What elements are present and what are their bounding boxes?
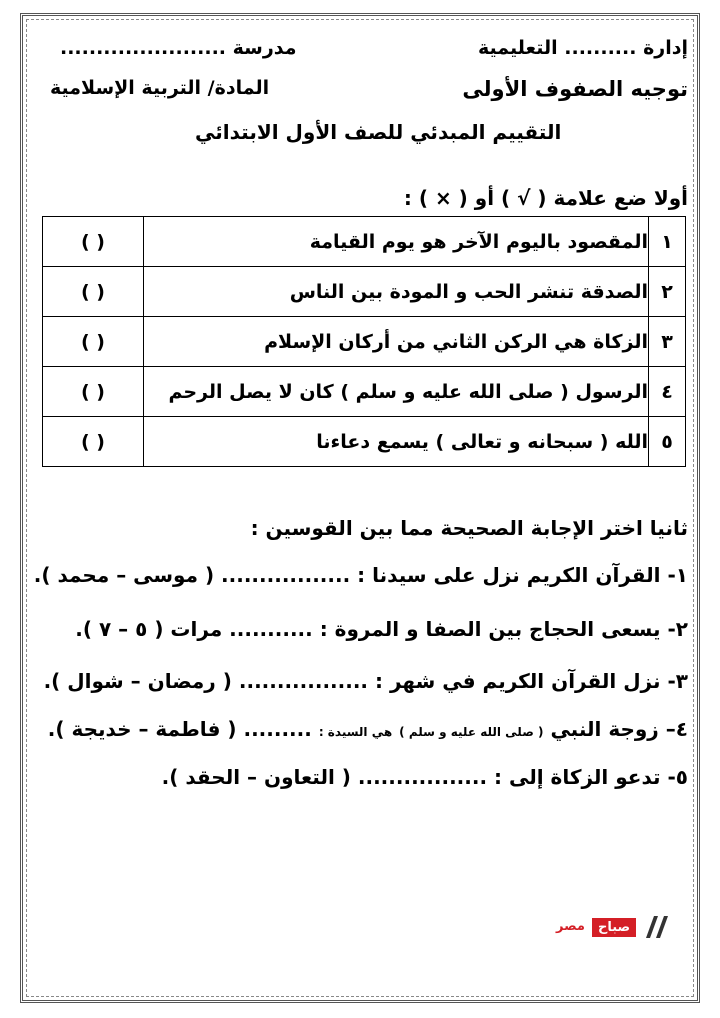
question-4-end: ......... ( فاطمة – خديجة ). (47, 717, 312, 741)
directorate-line: إدارة .......... التعليمية (478, 37, 688, 59)
table-row (43, 417, 686, 467)
question-4-honorific: ( صلى الله عليه و سلم ) (399, 725, 544, 739)
page-border-inner (26, 19, 694, 997)
table-row (43, 217, 686, 267)
statement: الرسول ( صلى الله عليه و سلم ) كان لا يصل الرحم (144, 367, 649, 417)
question-5: ٥- تدعو الزكاة إلى : ................. ( التعاون – الحقد ). (161, 765, 688, 789)
answer-blank[interactable]: ( ) (43, 317, 144, 367)
logo-slash-icon (656, 916, 668, 938)
statement: الله ( سبحانه و تعالى ) يسمع دعاءنا (144, 417, 649, 467)
question-1: ١- القرآن الكريم نزل على سيدنا : ................. ( موسى – محمد ). (33, 563, 688, 587)
row-number: ٤ (649, 367, 686, 417)
question-4 (48, 717, 688, 741)
logo-word-masr: مصر (556, 919, 585, 934)
section2-title: ثانيا اختر الإجابة الصحيحة مما بين القوسين : (250, 516, 688, 540)
question-3: ٣- نزل القرآن الكريم في شهر : ................. ( رمضان – شوال ). (43, 669, 688, 693)
row-number: ٥ (649, 417, 686, 467)
table-row (43, 367, 686, 417)
row-number: ٢ (649, 267, 686, 317)
table-row (43, 267, 686, 317)
question-2: ٢- يسعى الحجاج بين الصفا و المروة : ........... مرات ( ٥ – ٧ ). (75, 617, 688, 641)
answer-blank[interactable]: ( ) (43, 367, 144, 417)
row-number: ١ (649, 217, 686, 267)
row-number: ٣ (649, 317, 686, 367)
supervision-line: توجيه الصفوف الأولى (462, 77, 688, 101)
question-4-start: ٤– زوجة النبي (550, 717, 688, 741)
answer-blank[interactable]: ( ) (43, 417, 144, 467)
statement: الصدقة تنشر الحب و المودة بين الناس (144, 267, 649, 317)
statement: الزكاة هي الركن الثاني من أركان الإسلام (144, 317, 649, 367)
logo-word-sabah: صباح (592, 918, 636, 937)
school-line: مدرسة ....................... (60, 37, 297, 59)
statement: المقصود باليوم الآخر هو يوم القيامة (144, 217, 649, 267)
subject-line: المادة/ التربية الإسلامية (50, 77, 270, 99)
page-title: التقييم المبدئي للصف الأول الابتدائي (195, 120, 562, 144)
section1-title: أولا ضع علامة ( √ ) أو ( × ) : (403, 186, 688, 210)
sabah-masr-logo (556, 916, 670, 940)
question-4-mid: هي السيدة : (318, 725, 393, 739)
table-row (43, 317, 686, 367)
answer-blank[interactable]: ( ) (43, 267, 144, 317)
answer-blank[interactable]: ( ) (43, 217, 144, 267)
true-false-table (42, 216, 686, 467)
